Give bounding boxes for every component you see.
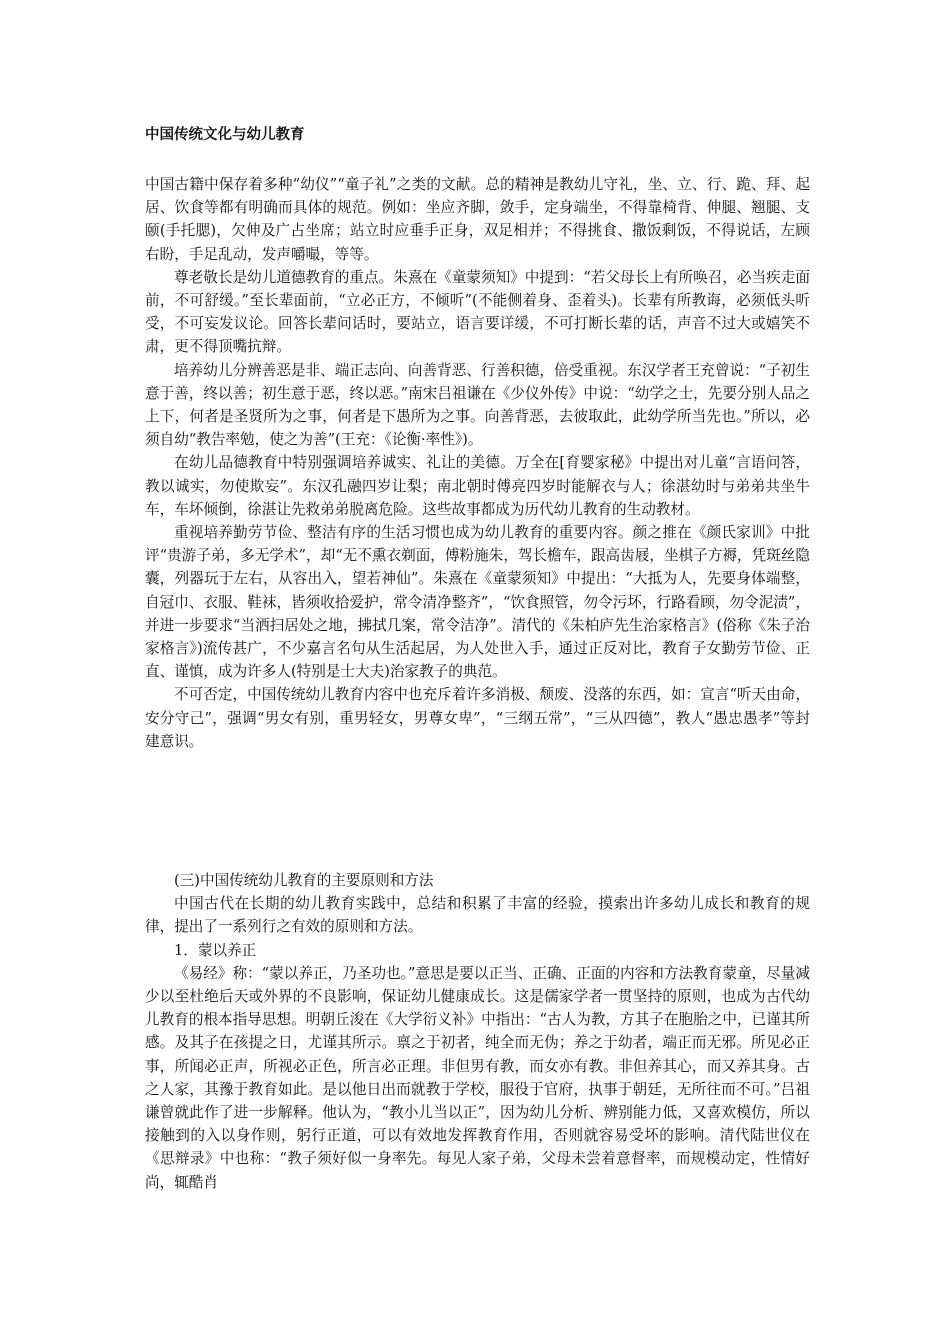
main-text-block [145,173,810,753]
paragraph-rituals: 中国古籍中保存着多种“幼仪”“童子礼”之类的文献。总的精神是教幼儿守礼，坐、立、行、跪、拜、起居、饮食等都有明确而具体的规范。例如：坐应齐脚，敛手，定身端坐，不得靠椅背、伸腿、翘腿、支颐(手托腮)，欠伸及广占坐席；站立时应垂手正身，双足相并；不得挑食、撒饭剩饭，不得说话，左顾右盼，手足乱动，发声嚼嘬，等等。 [145,176,810,263]
section-body: 《易经》称：“蒙以养正，乃圣功也。”意思是要以正当、正确、正面的内容和方法教育蒙童，尽量减少以至杜绝后天或外界的不良影响，保证幼儿健康成长。这是儒家学者一贯坚持的原则，也成为古代幼儿教育的根本指导思想。明朝丘浚在《大学衍义补》中指出：“古人为教，方其子在胞胎之中，已谨其所感。及其子在孩提之日，尤谨其所示。禀之于初者，纯全而无伪；养之于幼者，端正而无邪。所见必正事，所闻必正声，所视必正色，所言必正理。非但男有教，而女亦有教。非但养其心，而又养其身。古之人家，其豫于教育如此。是以他日出而就教于学校，服役于官府，执事于朝廷，无所往而不可。”吕祖谦曾就此作了进一步解释。他认为，“教小儿当以正”，因为幼儿分析、辨别能力低，又喜欢模仿，所以接触到的入以身作则，躬行正道，可以有效地发挥教育作用，否则就容易受坏的影响。清代陆世仪在《思辩录》中也称：“教子须好似一身率先。每见人家子弟，父母未尝着意督率，而规模动定，性情好尚，辄酷肖 [145,964,810,1191]
document-title: 中国传统文化与幼儿教育 [145,127,305,143]
section-intro: 中国古代在长期的幼儿教育实践中，总结和积累了丰富的经验，摸索出许多幼儿成长和教育的规律，提出了一系列行之有效的原则和方法。 [145,895,810,936]
paragraph-good-and-evil: 培养幼儿分辨善恶是非、端正志向、向善背恶、行善积德，倍受重视。东汉学者王充曾说：“子初生意于善，终以善；初生意于恶，终以恶。”南宋吕祖谦在《少仪外传》中说：“幼学之士，先要分别人品之上下，何者是圣贤所为之事，何者是下愚所为之事。向善背恶，去彼取此，此幼学所当先也。”所以，必须自幼“教告率勉，使之为善”(王充：《论衡·率性》)。 [145,361,810,449]
subheading: 1．蒙以养正 [174,941,257,959]
paragraph-respect-elders: 尊老敬长是幼儿道德教育的重点。朱熹在《童蒙须知》中提到：“若父母长上有所唤召，必当疾走面前，不可舒缓。”至长辈面前，“立必正方，不倾听”(不能侧着身、歪着头)。长辈有所教诲，必须低头听受，不可妄发议论。回答长辈问话时，要站立，语言要详缓，不可打断长辈的话，声音不过大或嬉笑不肃，更不得顶嘴抗辩。 [145,268,810,356]
paragraph-honesty: 在幼儿品德教育中特别强调培养诚实、礼让的美德。万全在[育婴家秘》中提出对儿童“言语问答，教以诚实，勿使欺妄”。东汉孔融四岁让梨；南北朝时傅亮四岁时能解衣与人；徐湛幼时与弟弟共坐牛车，车坏倾倒，徐湛让先救弟弟脱离危险。这些故事都成为历代幼儿教育的生动教材。 [145,454,810,518]
paragraph-negative-aspects: 不可否定，中国传统幼儿教育内容中也充斥着许多消极、颓废、没落的东西，如：宣言“听天由命，安分守己”，强调“男女有别，重男轻女，男尊女卑”，“三纲五常”，“三从四德”，教人“愚忠愚孝”等封建意识。 [145,686,810,750]
section-heading: (三)中国传统幼儿教育的主要原则和方法 [174,872,434,889]
section-three-block [145,869,810,1194]
paragraph-thrift-habits: 重视培养勤劳节俭、整洁有序的生活习惯也成为幼儿教育的重要内容。颜之推在《颜氏家训》中批评“贵游子弟，多无学术”，却“无不熏衣剃面，傅粉施朱，驾长檐车，跟高齿屐，坐棋子方褥，凭斑丝隐囊，列器玩于左右，从容出入，望若神仙”。朱熹在《童蒙须知》中提出：“大抵为人，先要身体端整，自冠巾、衣服、鞋袜，皆须收拾爱护，常令清净整齐”，“饮食照管，勿令污坏，行路看顾，勿令泥渍”，并进一步要求“当洒扫居处之地，拂拭几案，常令洁净”。清代的《朱柏庐先生治家格言》(俗称《朱子治家格言》)流传甚广，不少嘉言名句从生活起居，为人处世入手，通过正反对比，教育子女勤劳节俭、正直、谨慎，成为许多人(特别是士大夫)治家教子的典范。 [145,524,810,681]
